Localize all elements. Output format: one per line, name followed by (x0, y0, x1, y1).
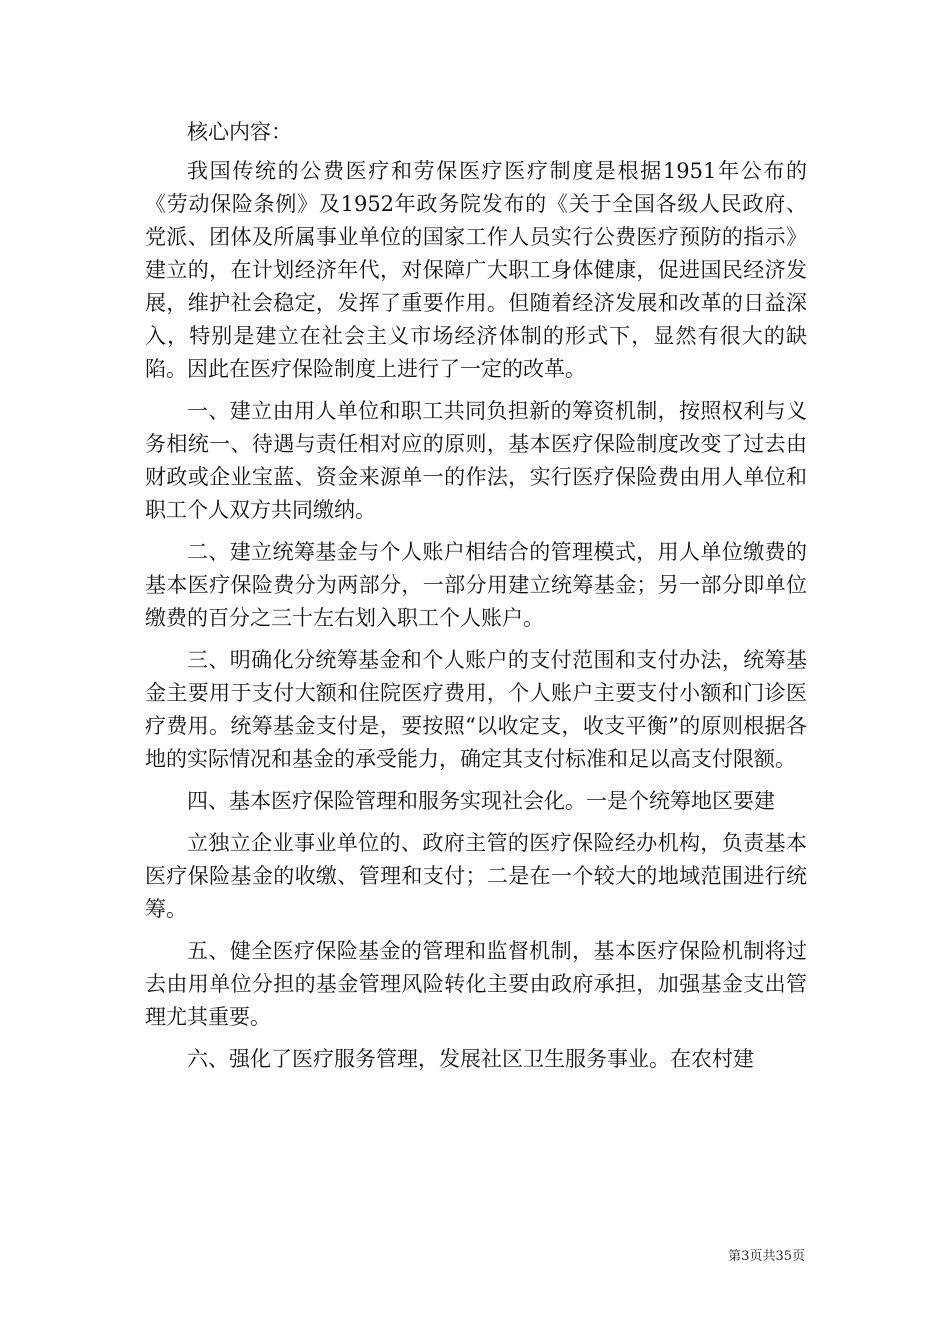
paragraph-point-6: 六、强化了医疗服务管理，发展社区卫生服务事业。在农村建 (187, 1047, 754, 1071)
paragraph-point-4-continued: 立独立企业事业单位的、政府主管的医疗保险经办机构，负责基本医疗保险基金的收缴、管理和支付；二是在一个较大的地域范围进行统筹。 (145, 831, 807, 921)
document-body (145, 116, 807, 1085)
paragraph-point-1: 一、建立由用人单位和职工共同负担新的筹资机制，按照权利与义务相统一、待遇与责任相对应的原则，基本医疗保险制度改变了过去由财政或企业宝蓝、资金来源单一的作法，实行医疗保险费由用人单位和职工个人双方共同缴纳。 (145, 399, 807, 522)
page-number: 第3页共35页 (728, 1249, 805, 1264)
paragraph-point-3: 三、明确化分统筹基金和个人账户的支付范围和支付办法，统筹基金主要用于支付大额和住院医疗费用，个人账户主要支付小额和门诊医疗费用。统筹基金支付是，要按照“以收定支，收支平衡”的原则根据各地的实际情况和基金的承受能力，确定其支付标准和足以高支付限额。 (145, 648, 807, 771)
paragraph-point-2: 二、建立统筹基金与个人账户相结合的管理模式，用人单位缴费的基本医疗保险费分为两部分，一部分用建立统筹基金；另一部分即单位缴费的百分之三十左右划入职工个人账户。 (145, 540, 807, 630)
section-heading: 核心内容： (187, 120, 292, 144)
paragraph-point-4: 四、基本医疗保险管理和服务实现社会化。一是个统筹地区要建 (187, 789, 775, 813)
paragraph-intro: 我国传统的公费医疗和劳保医疗医疗制度是根据1951年公布的《劳动保险条例》及1952年政务院发布的《关于全国各级人民政府、党派、团体及所属事业单位的国家工作人员实行公费医疗预防的指示》建立的，在计划经济年代，对保障广大职工身体健康，促进国民经济发展，维护社会稳定，发挥了重要作用。但随着经济发展和改革的日益深入，特别是建立在社会主义市场经济体制的形式下，显然有很大的缺陷。因此在医疗保险制度上进行了一定的改革。 (145, 159, 807, 381)
paragraph-point-5: 五、健全医疗保险基金的管理和监督机制，基本医疗保险机制将过去由用单位分担的基金管理风险转化主要由政府承担，加强基金支出管理尤其重要。 (145, 939, 807, 1029)
